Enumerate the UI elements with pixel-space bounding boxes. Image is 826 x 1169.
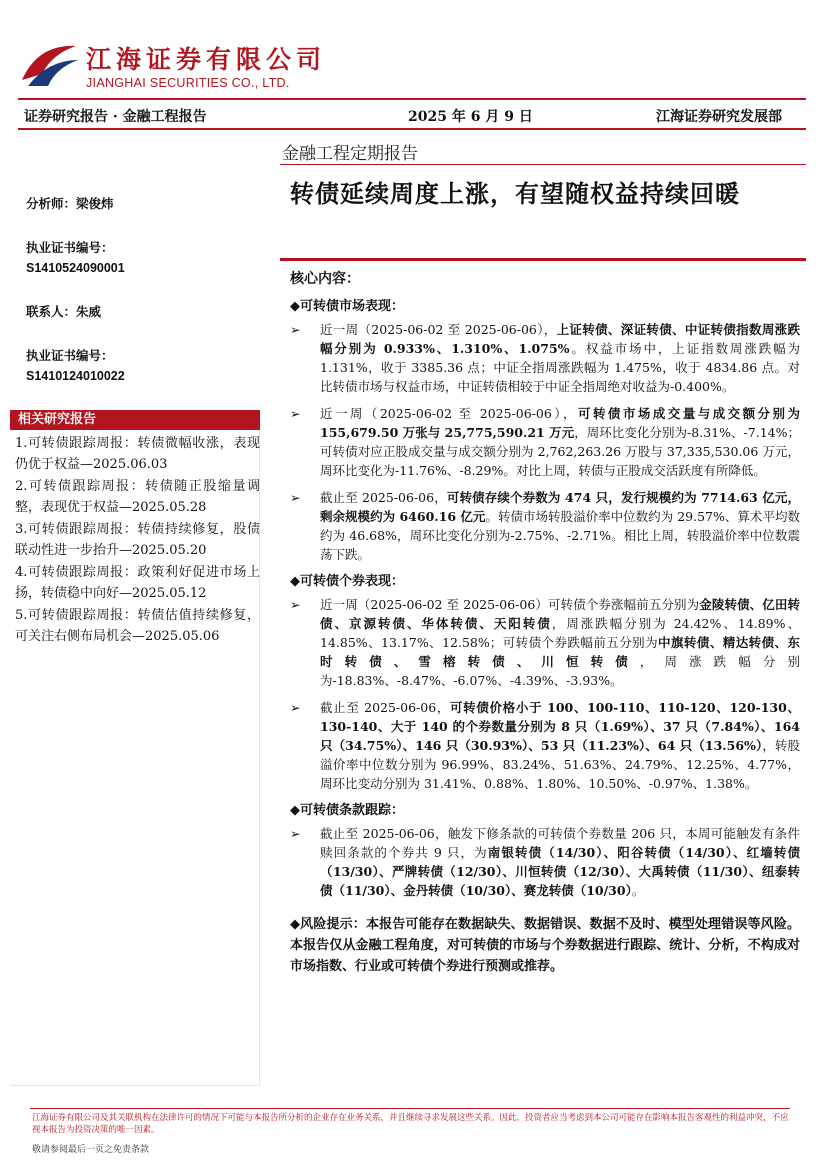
related-report-item[interactable]: 5.可转债跟踪周报：转债估值持续修复，可关注右侧布局机会—2025.05.06 [15, 608, 260, 644]
footer-divider [30, 1108, 790, 1109]
department: 江海证券研究发展部 [656, 109, 782, 125]
related-reports [10, 410, 260, 1086]
arrow-bullet-icon: ➢ [290, 826, 301, 841]
cert-number: S1410524090001 [26, 261, 125, 275]
bullet-paragraph: ➢ 截止至 2025-06-06，可转债存续个券数为 474 只，发行规模约为 7714.63 亿元，剩余规模约为 6460.16 亿元。转债市场转股溢价率中位数约为 29.57%、算术平均数约为 46.68%，周环比变化分别为-2.75%、-2.71%。相比上周，转股溢价率中位数震荡下跌。 [290, 490, 800, 562]
cert-label: 执业证书编号： [26, 348, 114, 363]
page-title: 转债延续周度上涨，有望随权益持续回暖 [290, 179, 740, 208]
report-category: 证券研究报告 · 金融工程报告 [24, 109, 207, 125]
report-date: 2025 年 6 月 9 日 [408, 109, 533, 125]
bullet-paragraph: ➢ 截止至 2025-06-06，可转债价格小于 100、100-110、110-120、120-130、130-140、大于 140 的个券数量分别为 8 只（1.69%）、37 只（7.84%）、164 只（34.75%）、146 只（30.93%）、53 只（11.23%）、64 只（13.56%），转股溢价率中位数分别为 96.99%、83.24%、51.63%、24.79%、12.25%、4.77%，周环比变动分别为 31.41%、0.88%、1.80%、10.50%、-0.97%、1.38%。 [290, 700, 800, 791]
footer-disclaimer: 江海证券有限公司及其关联机构在法律许可的情况下可能与本报告所分析的企业存在业务关系，并且继续寻求发展这些关系。因此，投资者应当考虑到本公司可能存在影响本报告客观性的利益冲突，不应视本报告为投资决策的唯一因素。 [32, 1113, 789, 1135]
arrow-bullet-icon: ➢ [290, 597, 301, 612]
bullet-paragraph: ➢ 近一周（2025-06-02 至 2025-06-06），可转债市场成交量与成交额分别为 155,679.50 万张与 25,775,590.21 万元，周环比变化分别为-8.31%、-7.14%；可转债对应正股成交量与成交额分别为 2,762,263.26 万股与 37,335,530.06 万元，周环比变化为-11.76%、-8.29%。对比上周，转债与正股成交活跃度有所降低。 [290, 406, 800, 478]
section-title: ◆可转债个券表现： [290, 574, 404, 589]
section-title: ◆可转债市场表现： [290, 299, 404, 314]
report-type: 金融工程定期报告 [282, 144, 418, 164]
cert-number: S1410124010022 [26, 369, 125, 383]
divider [280, 258, 806, 261]
related-reports-heading: 相关研究报告 [10, 410, 260, 430]
related-report-item[interactable]: 3.可转债跟踪周报：转债持续修复，股债联动性进一步抬升—2025.05.20 [15, 522, 260, 558]
related-reports-list [15, 434, 260, 649]
jianghai-logo-icon [18, 40, 80, 90]
risk-warning: ◆风险提示：本报告可能存在数据缺失、数据错误、数据不及时、模型处理错误等风险。本报告仅从金融工程角度，对可转债的市场与个券数据进行跟踪、统计、分析，不构成对市场指数、行业或可转债个券进行预测或推荐。 [290, 917, 800, 974]
arrow-bullet-icon: ➢ [290, 700, 301, 715]
bullet-paragraph: ➢ 近一周（2025-06-02 至 2025-06-06），上证转债、深证转债、中证转债指数周涨跌幅分别为 0.933%、1.310%、1.075%。权益市场中，上证指数周涨跌幅为 1.131%，收于 3385.36 点；中证全指周涨跌幅为 1.475%，收于 4834.86 点。对比转债市场与权益市场，中证转债相较于中证全指周绝对收益为-0.400%。 [290, 322, 800, 394]
analyst-name: 分析师：梁俊炜 [26, 196, 114, 211]
bullet-paragraph: ➢ 近一周（2025-06-02 至 2025-06-06）可转债个券涨幅前五分别为金陵转债、亿田转债、京源转债、华体转债、天阳转债，周涨跌幅分别为 24.42%、14.89%、14.85%、13.17%、12.58%；可转债个券跌幅前五分别为中旗转债、精达转债、东时转债、雪榕转债、川恒转债，周涨跌幅分别为-18.83%、-8.47%、-6.07%、-4.39%、-3.93%。 [290, 597, 800, 688]
related-report-item[interactable]: 4.可转债跟踪周报：政策利好促进市场上扬，转债稳中向好—2025.05.12 [15, 565, 260, 601]
contact-name: 联系人：朱威 [26, 304, 102, 319]
brand-name-cn: 江海证券有限公司 [86, 45, 327, 74]
arrow-bullet-icon: ➢ [290, 322, 301, 337]
core-content [290, 270, 800, 977]
cert-label: 执业证书编号： [26, 240, 114, 255]
header-bar [18, 98, 806, 130]
arrow-bullet-icon: ➢ [290, 406, 301, 421]
bullet-paragraph: ➢ 截止至 2025-06-06，触发下修条款的可转债个券数量 206 只，本周可能触发有条件赎回条款的个券共 9 只，为南银转债（14/30）、阳谷转债（14/30）、红墙转债（13/30）、严牌转债（12/30）、川恒转债（12/30）、大禹转债（11/30）、纽泰转债（11/30）、金丹转债（10/30）、赛龙转债（10/30）。 [290, 826, 800, 898]
divider [280, 164, 806, 165]
related-report-item[interactable]: 2.可转债跟踪周报：转债随正股缩量调整，表现优于权益—2025.05.28 [15, 479, 260, 515]
footer-note: 敬请参阅最后一页之免责条款 [32, 1145, 150, 1155]
section-title: ◆可转债条款跟踪： [290, 803, 404, 818]
related-report-item[interactable]: 1.可转债跟踪周报：转债微幅收涨，表现仍优于权益—2025.06.03 [15, 436, 260, 472]
brand-name-en: JIANGHAI SECURITIES CO., LTD. [86, 76, 290, 90]
arrow-bullet-icon: ➢ [290, 490, 301, 505]
core-content-title: 核心内容： [290, 271, 360, 287]
